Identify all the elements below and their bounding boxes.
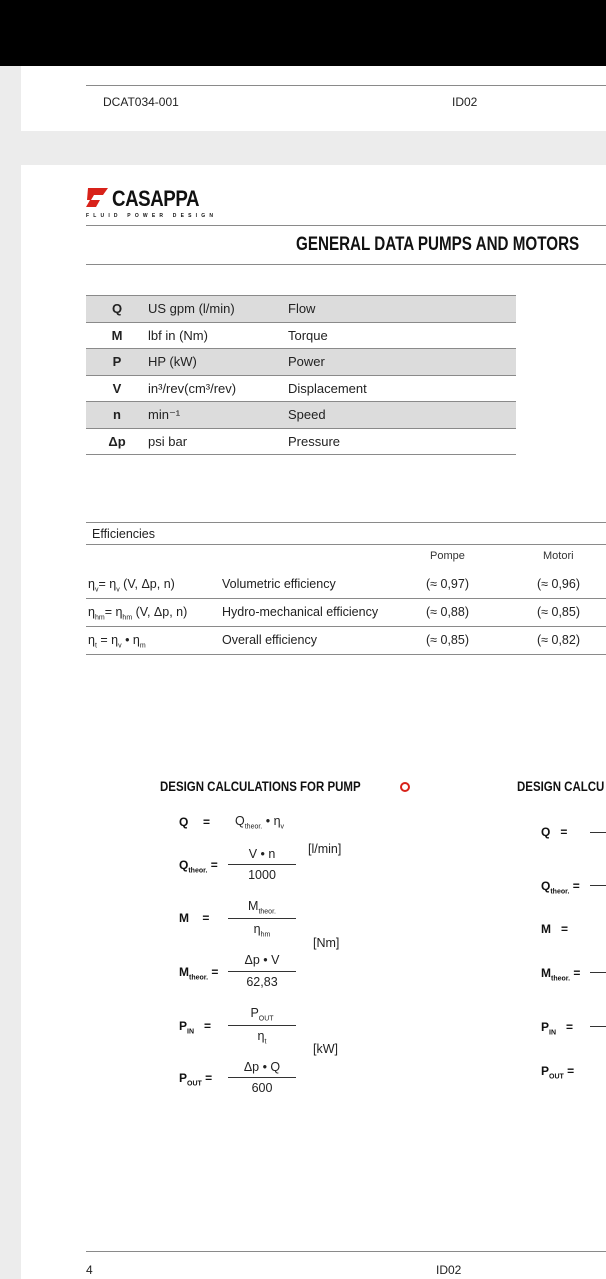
pump-qtheor-numerator: V • n bbox=[248, 847, 276, 861]
pump-m-numerator: $M_{theor.}$ bbox=[248, 899, 276, 916]
eff-motor-value: (≈ 0,96) bbox=[537, 577, 580, 591]
pump-q-expression: $Q_{theor.}$ • $\eta_v$ bbox=[235, 814, 285, 831]
fraction-line bbox=[590, 972, 606, 973]
pump-m-denominator: $\eta_{hm}$ bbox=[253, 922, 271, 939]
logo-tagline: FLUID POWER DESIGN bbox=[86, 213, 218, 219]
efficiencies-title: Efficiencies bbox=[92, 527, 155, 541]
casappa-logo-icon bbox=[84, 186, 110, 212]
unit-torque: [Nm] bbox=[313, 936, 340, 950]
eff-formula-hydromech: $\eta_{hm}= \eta_{hm}$ (V, Δp, n) bbox=[88, 605, 188, 622]
table-row bbox=[86, 296, 516, 323]
col-pumps: Pompe bbox=[430, 550, 465, 562]
unit-symbol: V bbox=[86, 375, 148, 402]
eff-row-rule bbox=[86, 598, 606, 599]
eff-label: Overall efficiency bbox=[222, 633, 317, 647]
header-rule bbox=[86, 85, 606, 86]
fraction-line bbox=[590, 1026, 606, 1027]
footer-doc-id: ID02 bbox=[436, 1263, 462, 1277]
pump-mtheor-symbol: $M_{theor.}$ = bbox=[179, 965, 219, 982]
eff-pump-value: (≈ 0,88) bbox=[426, 605, 469, 619]
unit-label: Displacement bbox=[288, 375, 516, 402]
pump-mtheor-denominator: 62,83 bbox=[246, 975, 278, 989]
logo-wordmark: CASAPPA bbox=[112, 186, 200, 211]
pump-calc-title: DESIGN CALCULATIONS FOR PUMP bbox=[160, 779, 361, 794]
pump-pout-denominator: 600 bbox=[251, 1081, 273, 1095]
unit-flow: [l/min] bbox=[308, 842, 342, 856]
pump-m-symbol: M = bbox=[179, 911, 210, 925]
eff-rule-bottom bbox=[86, 654, 606, 655]
page-title: GENERAL DATA PUMPS AND MOTORS bbox=[296, 234, 580, 255]
equals-sign: = bbox=[203, 815, 211, 829]
pump-pin-symbol: $P_{IN}$ = bbox=[179, 1019, 212, 1036]
unit-power: [kW] bbox=[313, 1042, 338, 1056]
unit-value: in³/rev(cm³/rev) bbox=[148, 375, 288, 402]
red-circle-icon bbox=[400, 782, 410, 792]
motor-q-symbol: Q = bbox=[541, 825, 568, 839]
eff-label: Volumetric efficiency bbox=[222, 577, 336, 591]
unit-label: Flow bbox=[288, 296, 516, 323]
eff-pump-value: (≈ 0,85) bbox=[426, 633, 469, 647]
eff-rule-top bbox=[86, 522, 606, 523]
table-row bbox=[86, 428, 516, 455]
unit-value: min⁻¹ bbox=[148, 402, 288, 429]
table-row bbox=[86, 402, 516, 429]
unit-value: HP (kW) bbox=[148, 349, 288, 376]
pump-q-symbol: Q bbox=[179, 815, 189, 829]
page-number: 4 bbox=[86, 1263, 93, 1277]
motor-pin-symbol: $P_{IN}$ = bbox=[541, 1020, 574, 1037]
unit-label: Torque bbox=[288, 322, 516, 349]
fraction-line bbox=[590, 885, 606, 886]
title-rule-bottom bbox=[86, 264, 606, 265]
pump-mtheor-numerator: Δp • V bbox=[244, 953, 280, 967]
motor-pout-symbol: $P_{OUT}$ = bbox=[541, 1064, 575, 1081]
units-table bbox=[86, 295, 516, 455]
unit-label: Speed bbox=[288, 402, 516, 429]
unit-label: Power bbox=[288, 349, 516, 376]
unit-value: lbf in (Nm) bbox=[148, 322, 288, 349]
unit-symbol: Q bbox=[86, 296, 148, 323]
unit-symbol: M bbox=[86, 322, 148, 349]
unit-symbol: n bbox=[86, 402, 148, 429]
footer-rule bbox=[86, 1251, 606, 1252]
fraction-line bbox=[228, 864, 296, 865]
unit-value: US gpm (l/min) bbox=[148, 296, 288, 323]
unit-symbol: Δp bbox=[86, 428, 148, 455]
doc-code: DCAT034-001 bbox=[103, 95, 179, 109]
pump-qtheor-symbol: $Q_{theor.}$ = bbox=[179, 858, 218, 875]
table-row bbox=[86, 375, 516, 402]
title-rule-top bbox=[86, 225, 606, 226]
pump-pout-symbol: $P_{OUT}$ = bbox=[179, 1071, 213, 1088]
pump-qtheor-denominator: 1000 bbox=[248, 868, 276, 882]
unit-symbol: P bbox=[86, 349, 148, 376]
motor-m-symbol: M = bbox=[541, 922, 569, 936]
eff-motor-value: (≈ 0,82) bbox=[537, 633, 580, 647]
unit-label: Pressure bbox=[288, 428, 516, 455]
pump-pin-numerator: $P_{OUT}$ bbox=[250, 1006, 274, 1023]
fraction-line bbox=[590, 832, 606, 833]
motor-mtheor-symbol: $M_{theor.}$ = bbox=[541, 966, 581, 983]
fraction-line bbox=[228, 1077, 296, 1078]
fraction-line bbox=[228, 1025, 296, 1026]
table-row bbox=[86, 349, 516, 376]
eff-motor-value: (≈ 0,85) bbox=[537, 605, 580, 619]
fraction-line bbox=[228, 918, 296, 919]
col-motors: Motori bbox=[543, 550, 574, 562]
table-row bbox=[86, 322, 516, 349]
eff-formula-overall: $\eta_t = \eta_v$ • $\eta_m$ bbox=[88, 633, 146, 650]
eff-rule-title bbox=[86, 544, 606, 545]
fraction-line bbox=[228, 971, 296, 972]
doc-id: ID02 bbox=[452, 95, 478, 109]
pump-pin-denominator: $\eta_t$ bbox=[257, 1029, 267, 1046]
eff-label: Hydro-mechanical efficiency bbox=[222, 605, 379, 619]
unit-value: psi bar bbox=[148, 428, 288, 455]
motor-qtheor-symbol: $Q_{theor.}$ = bbox=[541, 879, 580, 896]
motor-calc-title: DESIGN CALCU bbox=[517, 779, 605, 794]
eff-formula-volumetric: $\eta_v= \eta_v$ (V, Δp, n) bbox=[88, 577, 175, 594]
viewer-top-bar bbox=[0, 0, 606, 66]
pump-pout-numerator: Δp • Q bbox=[243, 1060, 281, 1074]
eff-row-rule bbox=[86, 626, 606, 627]
eff-pump-value: (≈ 0,97) bbox=[426, 577, 469, 591]
